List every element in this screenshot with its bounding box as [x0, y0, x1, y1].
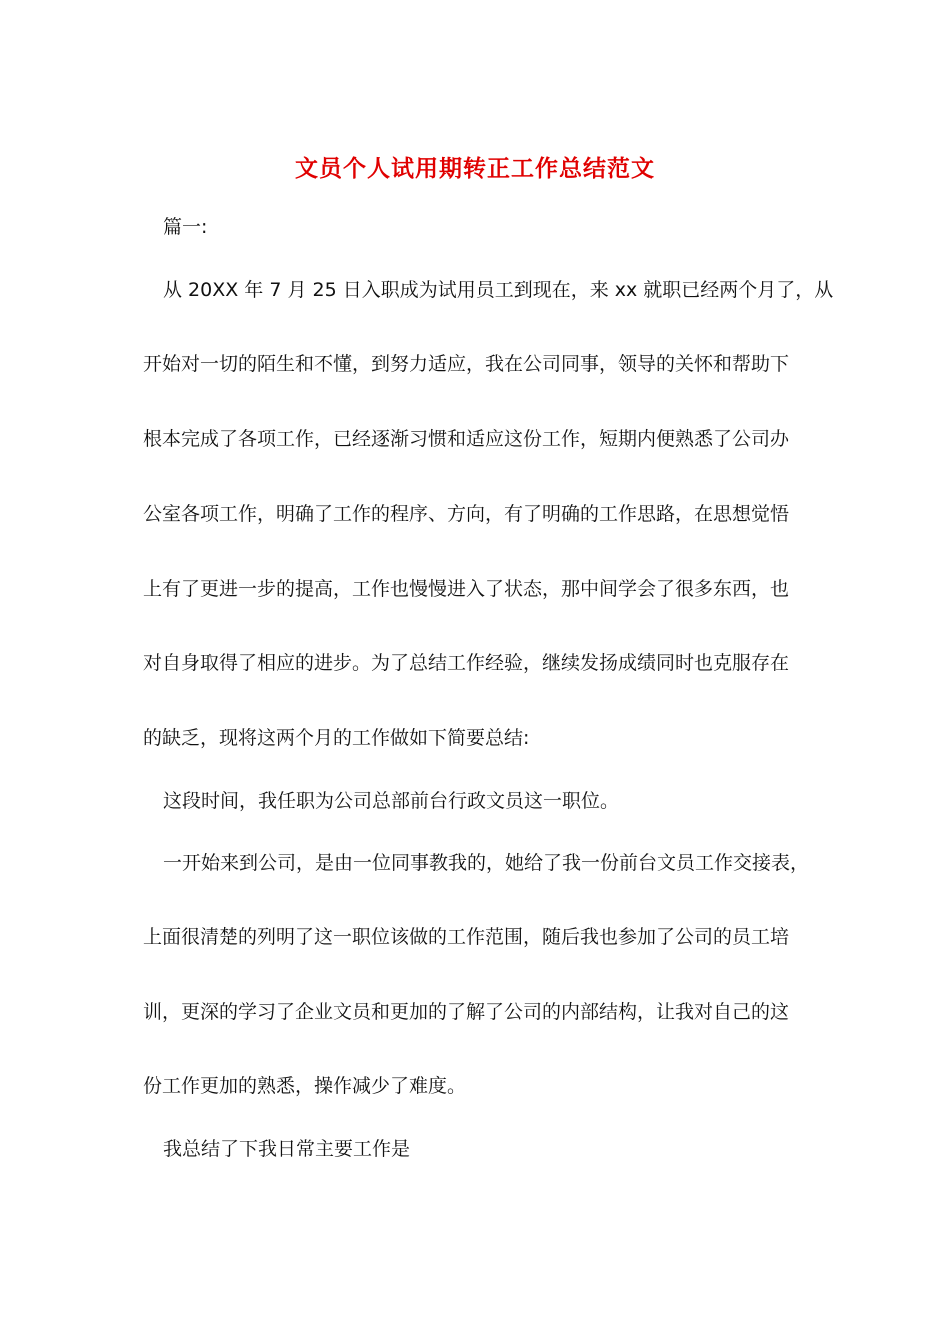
paragraph-1-line-1: 从 20XX 年 7 月 25 日入职成为试用员工到现在，来 xx 就职已经两个月了，从	[163, 279, 834, 301]
paragraph-1-line-5: 上有了更进一步的提高，工作也慢慢进入了状态，那中间学会了很多东西，也	[143, 578, 790, 600]
paragraph-3-line-2: 上面很清楚的列明了这一职位该做的工作范围，随后我也参加了公司的员工培	[143, 926, 790, 948]
paragraph-1-line-2: 开始对一切的陌生和不懂，到努力适应，我在公司同事，领导的关怀和帮助下	[143, 353, 790, 375]
section-label: 篇一:	[163, 216, 208, 238]
paragraph-1-line-6: 对自身取得了相应的进步。为了总结工作经验，继续发扬成绩同时也克服存在	[143, 652, 790, 674]
paragraph-4: 我总结了下我日常主要工作是	[163, 1138, 411, 1160]
paragraph-1-line-3: 根本完成了各项工作，已经逐渐习惯和适应这份工作，短期内便熟悉了公司办	[143, 428, 790, 450]
paragraph-1-line-4: 公室各项工作，明确了工作的程序、方向，有了明确的工作思路，在思想觉悟	[143, 503, 790, 525]
paragraph-3-line-3: 训，更深的学习了企业文员和更加的了解了公司的内部结构，让我对自己的这	[143, 1001, 790, 1023]
paragraph-3-line-4: 份工作更加的熟悉，操作减少了难度。	[143, 1075, 467, 1097]
paragraph-1-line-7: 的缺乏，现将这两个月的工作做如下简要总结:	[143, 727, 530, 749]
paragraph-2: 这段时间，我任职为公司总部前台行政文员这一职位。	[163, 790, 620, 812]
paragraph-3-line-1: 一开始来到公司，是由一位同事教我的，她给了我一份前台文员工作交接表，	[163, 852, 810, 874]
document-title: 文员个人试用期转正工作总结范文	[295, 155, 655, 182]
